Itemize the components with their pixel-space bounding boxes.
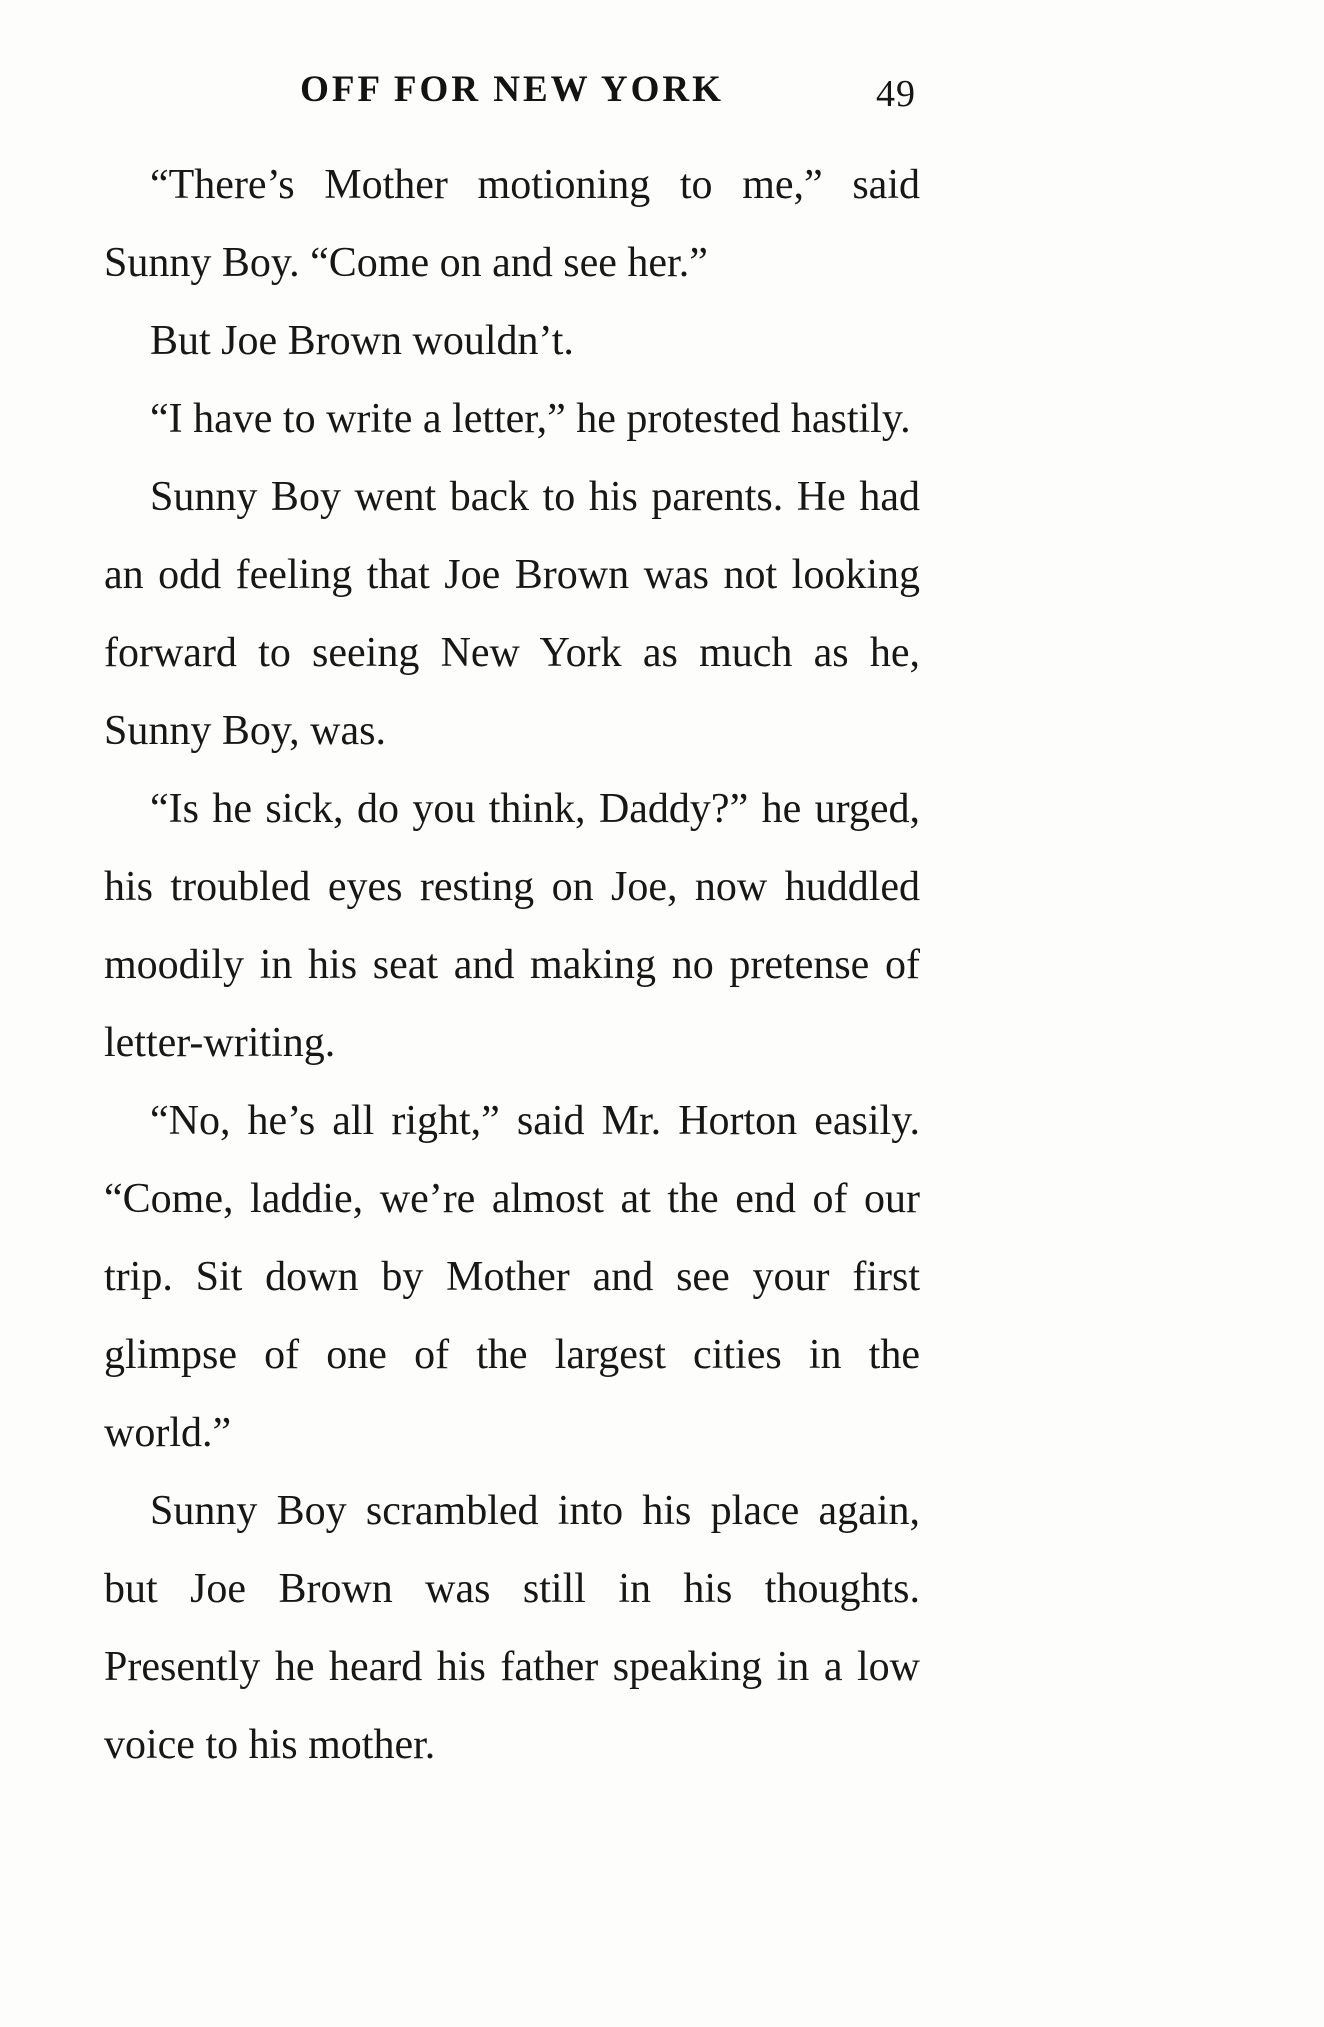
paragraph: “There’s Mother motioning to me,” said Sunny Boy. “Come on and see her.” xyxy=(104,162,920,286)
paragraph: But Joe Brown wouldn’t. xyxy=(150,318,574,364)
paragraph: “No, he’s all right,” said Mr. Horton easily. “Come, laddie, we’re almost at the end of our trip. Sit down by Mother and see your first glimpse of one of the largest cities in the world.” xyxy=(104,1098,920,1456)
paragraph: Sunny Boy went back to his parents. He had an odd feeling that Joe Brown was not looking forward to seeing New York as much as he, Sunny Boy, was. xyxy=(104,474,920,754)
paragraph: Sunny Boy scrambled into his place again, but Joe Brown was still in his thoughts. Presently he heard his father speaking in a low voice to his mother. xyxy=(104,1488,920,1768)
paragraph: “I have to write a letter,” he protested hastily. xyxy=(150,396,911,442)
page-number: 49 xyxy=(876,73,916,115)
running-header-title: OFF FOR NEW YORK xyxy=(300,69,724,110)
paragraph: “Is he sick, do you think, Daddy?” he urged, his troubled eyes resting on Joe, now huddled moodily in his seat and making no pretense of letter-writing. xyxy=(104,786,920,1066)
page-body xyxy=(104,146,920,1784)
running-header xyxy=(104,68,920,115)
